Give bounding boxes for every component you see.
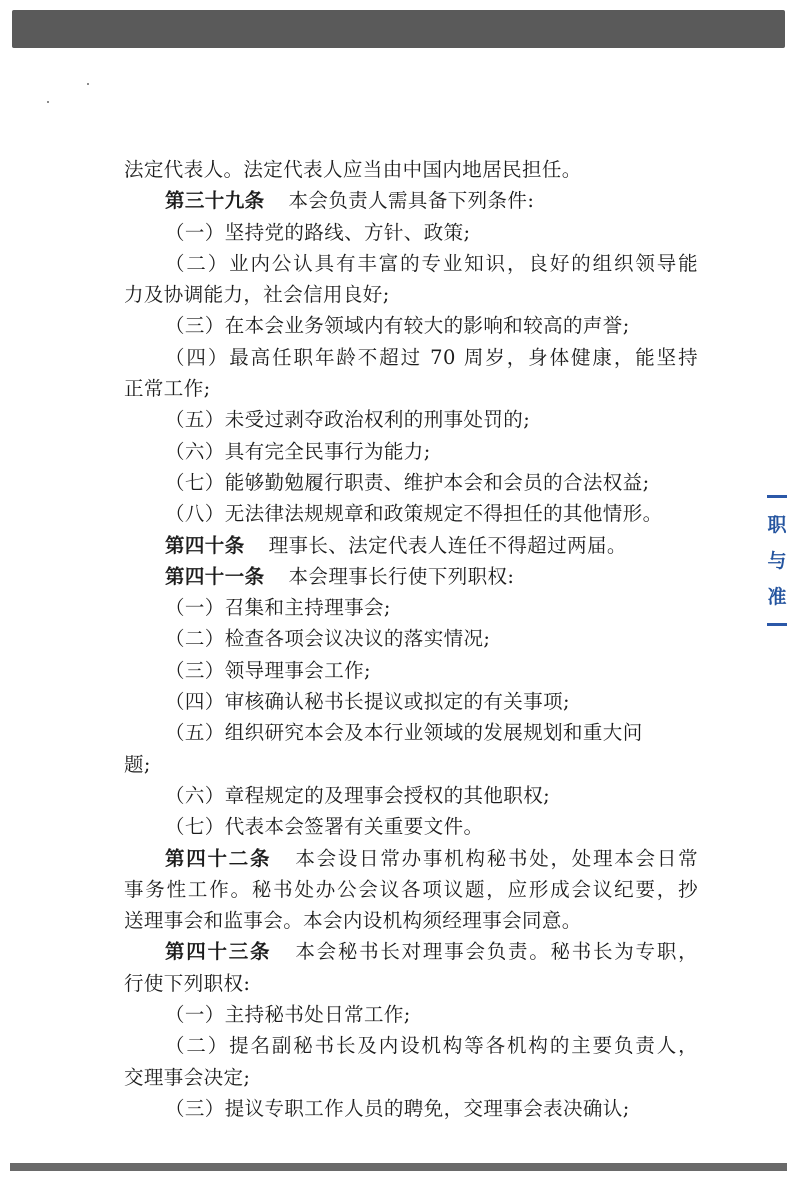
- scan-bottom-edge-bar: [10, 1163, 787, 1171]
- article-heading-line: [124, 530, 698, 561]
- article-heading-line: [124, 185, 698, 216]
- article-heading-line: [124, 843, 698, 874]
- list-item: （四）最高任职年龄不超过 70 周岁，身体健康，能坚持: [165, 345, 698, 369]
- text-line: 送理事会和监事会。本会内设机构须经理事会同意。: [124, 909, 582, 933]
- article-text: 理事长、法定代表人连任不得超过两届。: [268, 533, 627, 557]
- side-tab-char: 职: [767, 514, 787, 536]
- scan-speck: [87, 83, 89, 85]
- text-line: 题;: [124, 752, 151, 776]
- side-tab-glyphs: [764, 507, 790, 615]
- side-tab-char: 与: [767, 550, 787, 572]
- article-text: 本会理事长行使下列职权:: [288, 564, 515, 588]
- list-item: （五）组织研究本会及本行业领域的发展规划和重大问: [165, 721, 643, 745]
- list-item: （三）领导理事会工作;: [165, 658, 371, 682]
- article-text: 本会设日常办事机构秘书处，处理本会日常: [295, 846, 698, 870]
- article-number: 第四十一条: [165, 564, 265, 588]
- article-number: 第四十二条: [165, 846, 272, 870]
- text-line: 力及协调能力，社会信用良好;: [124, 283, 390, 307]
- list-item: （二）检查各项会议决议的落实情况;: [165, 627, 491, 651]
- list-item: （二）提名副秘书长及内设机构等各机构的主要负责人，: [165, 1034, 698, 1058]
- list-item: （五）未受过剥夺政治权利的刑事处罚的;: [165, 408, 531, 432]
- article-text: 本会秘书长对理事会负责。秘书长为专职，: [295, 940, 698, 964]
- list-item: （一）坚持党的路线、方针、政策;: [165, 220, 471, 244]
- side-tab-char: 准: [767, 586, 787, 608]
- article-heading-line: [124, 936, 698, 967]
- document-body: [124, 154, 698, 1124]
- text-line: 行使下列职权:: [124, 971, 251, 995]
- side-tab-rule: [767, 623, 787, 626]
- text-line: 事务性工作。秘书处办公会议各项议题，应形成会议纪要，抄: [124, 877, 698, 901]
- article-number: 第三十九条: [165, 189, 265, 213]
- list-item: （一）主持秘书处日常工作;: [165, 1003, 411, 1027]
- article-text: 本会负责人需具备下列条件:: [288, 189, 535, 213]
- article-number: 第四十条: [165, 533, 245, 557]
- article-number: 第四十三条: [165, 940, 272, 964]
- scan-speck: [47, 101, 49, 103]
- list-item: （七）能够勤勉履行职责、维护本会和会员的合法权益;: [165, 470, 650, 494]
- list-item: （二）业内公认具有丰富的专业知识，良好的组织领导能: [165, 251, 698, 275]
- list-item: （八）无法律法规规章和政策规定不得担任的其他情形。: [165, 502, 663, 526]
- list-item: （四）审核确认秘书长提议或拟定的有关事项;: [165, 690, 570, 714]
- scan-top-edge-bar: [12, 10, 785, 48]
- side-tab-rule: [767, 495, 787, 498]
- list-item: （六）章程规定的及理事会授权的其他职权;: [165, 783, 551, 807]
- list-item: （三）在本会业务领域内有较大的影响和较高的声誉;: [165, 314, 630, 338]
- text-line: 法定代表人。法定代表人应当由中国内地居民担任。: [124, 158, 582, 181]
- list-item: （三）提议专职工作人员的聘免，交理事会表决确认;: [165, 1096, 630, 1120]
- text-line: 交理事会决定;: [124, 1065, 251, 1089]
- article-heading-line: [124, 561, 698, 592]
- list-item: （六）具有完全民事行为能力;: [165, 439, 431, 463]
- list-item: （一）召集和主持理事会;: [165, 596, 391, 620]
- list-item: （七）代表本会签署有关重要文件。: [165, 815, 484, 839]
- text-line: 正常工作;: [124, 377, 211, 401]
- section-side-tab: [764, 495, 790, 629]
